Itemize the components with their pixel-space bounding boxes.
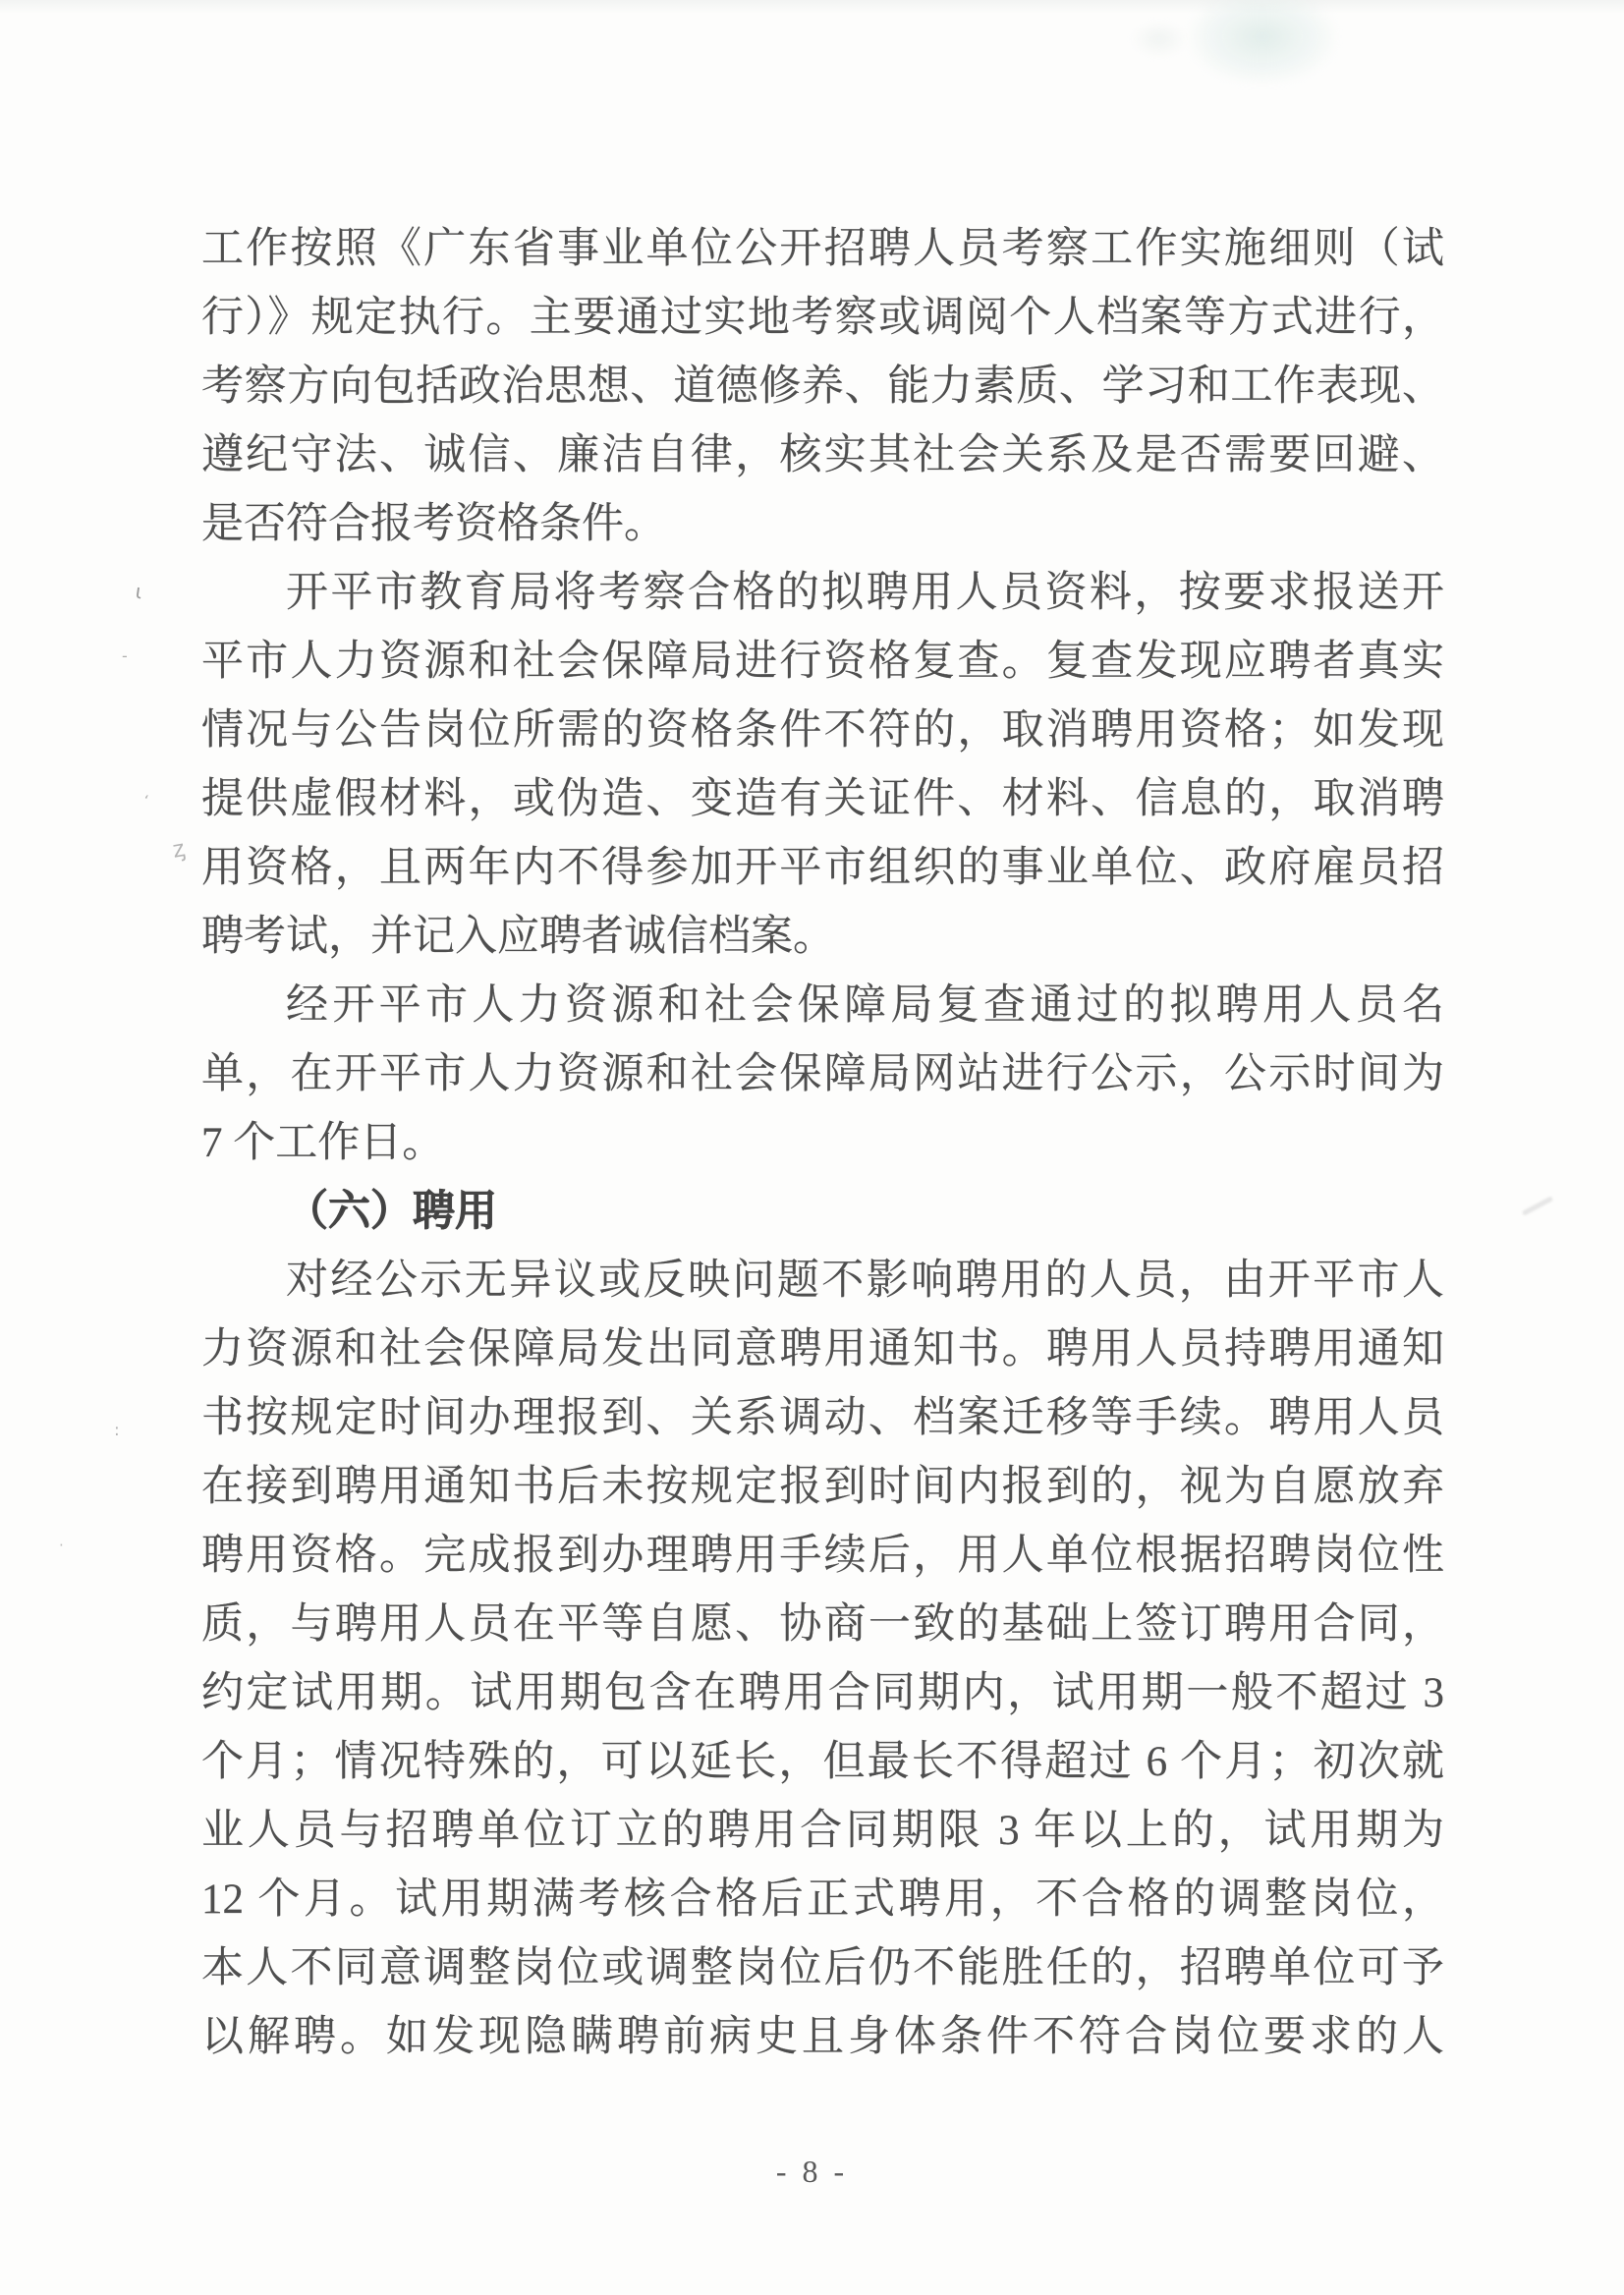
text-line: （六）聘用 (286, 1189, 497, 1235)
scan-artifact-streak (1522, 1196, 1553, 1215)
text-line: 本人不同意调整岗位或调整岗位后仍不能胜任的，招聘单位可予 (201, 1945, 1444, 1991)
text-line: 考察方向包括政治思想、道德修养、能力素质、学习和工作表现、 (201, 364, 1444, 410)
margin-mark: ʻ (141, 791, 150, 811)
text-line: 在接到聘用通知书后未按规定报到时间内报到的，视为自愿放弃 (201, 1464, 1444, 1510)
text-line: 提供虚假材料，或伪造、变造有关证件、材料、信息的，取消聘 (201, 776, 1444, 822)
margin-mark: : (114, 1421, 120, 1440)
scan-artifact-blob-small (1130, 20, 1189, 59)
text-line: 个月；情况特殊的，可以延长，但最长不得超过 6 个月；初次就 (201, 1739, 1444, 1785)
margin-mark: ᶎ (170, 834, 188, 864)
text-line: 聘用资格。完成报到办理聘用手续后，用人单位根据招聘岗位性 (201, 1533, 1444, 1579)
page-number: - 8 - (775, 2154, 849, 2189)
text-line: 经开平市人力资源和社会保障局复查通过的拟聘用人员名 (286, 982, 1444, 1029)
text-line: 遵纪守法、诚信、廉洁自律，核实其社会关系及是否需要回避、 (201, 432, 1444, 478)
text-line: 约定试用期。试用期包含在聘用合同期内，试用期一般不超过 3 (201, 1670, 1444, 1716)
text-line: 力资源和社会保障局发出同意聘用通知书。聘用人员持聘用通知 (201, 1326, 1444, 1372)
scan-artifact-blob (1189, 0, 1336, 84)
text-line: 单，在开平市人力资源和社会保障局网站进行公示，公示时间为 (201, 1051, 1444, 1097)
text-line: 工作按照《广东省事业单位公开招聘人员考察工作实施细则（试 (201, 226, 1444, 272)
margin-mark: ι (134, 579, 144, 604)
document-text (201, 215, 1444, 2072)
margin-mark: · (59, 1537, 64, 1554)
text-line: 用资格，且两年内不得参加开平市组织的事业单位、政府雇员招 (201, 845, 1444, 891)
scan-artifact-top-wash (0, 0, 1624, 14)
text-line: 聘考试，并记入应聘者诚信档案。 (201, 914, 835, 960)
page-footer (0, 2154, 1624, 2190)
text-line: 行）》规定执行。主要通过实地考察或调阅个人档案等方式进行， (201, 295, 1444, 341)
text-line: 平市人力资源和社会保障局进行资格复查。复查发现应聘者真实 (201, 639, 1444, 685)
text-line: 7 个工作日。 (201, 1120, 445, 1166)
text-line: 质，与聘用人员在平等自愿、协商一致的基础上签订聘用合同， (201, 1601, 1444, 1648)
margin-mark: - (122, 646, 128, 665)
text-line: 开平市教育局将考察合格的拟聘用人员资料，按要求报送开 (286, 570, 1444, 616)
text-line: 12 个月。试用期满考核合格后正式聘用，不合格的调整岗位， (201, 1876, 1444, 1923)
text-line: 业人员与招聘单位订立的聘用合同期限 3 年以上的，试用期为 (201, 1808, 1444, 1854)
text-line: 以解聘。如发现隐瞒聘前病史且身体条件不符合岗位要求的人 (201, 2014, 1444, 2060)
text-line: 情况与公告岗位所需的资格条件不符的，取消聘用资格；如发现 (201, 707, 1444, 754)
text-line: 是否符合报考资格条件。 (201, 501, 666, 547)
text-line: 对经公示无异议或反映问题不影响聘用的人员，由开平市人 (286, 1258, 1444, 1304)
text-line: 书按规定时间办理报到、关系调动、档案迁移等手续。聘用人员 (201, 1395, 1444, 1441)
